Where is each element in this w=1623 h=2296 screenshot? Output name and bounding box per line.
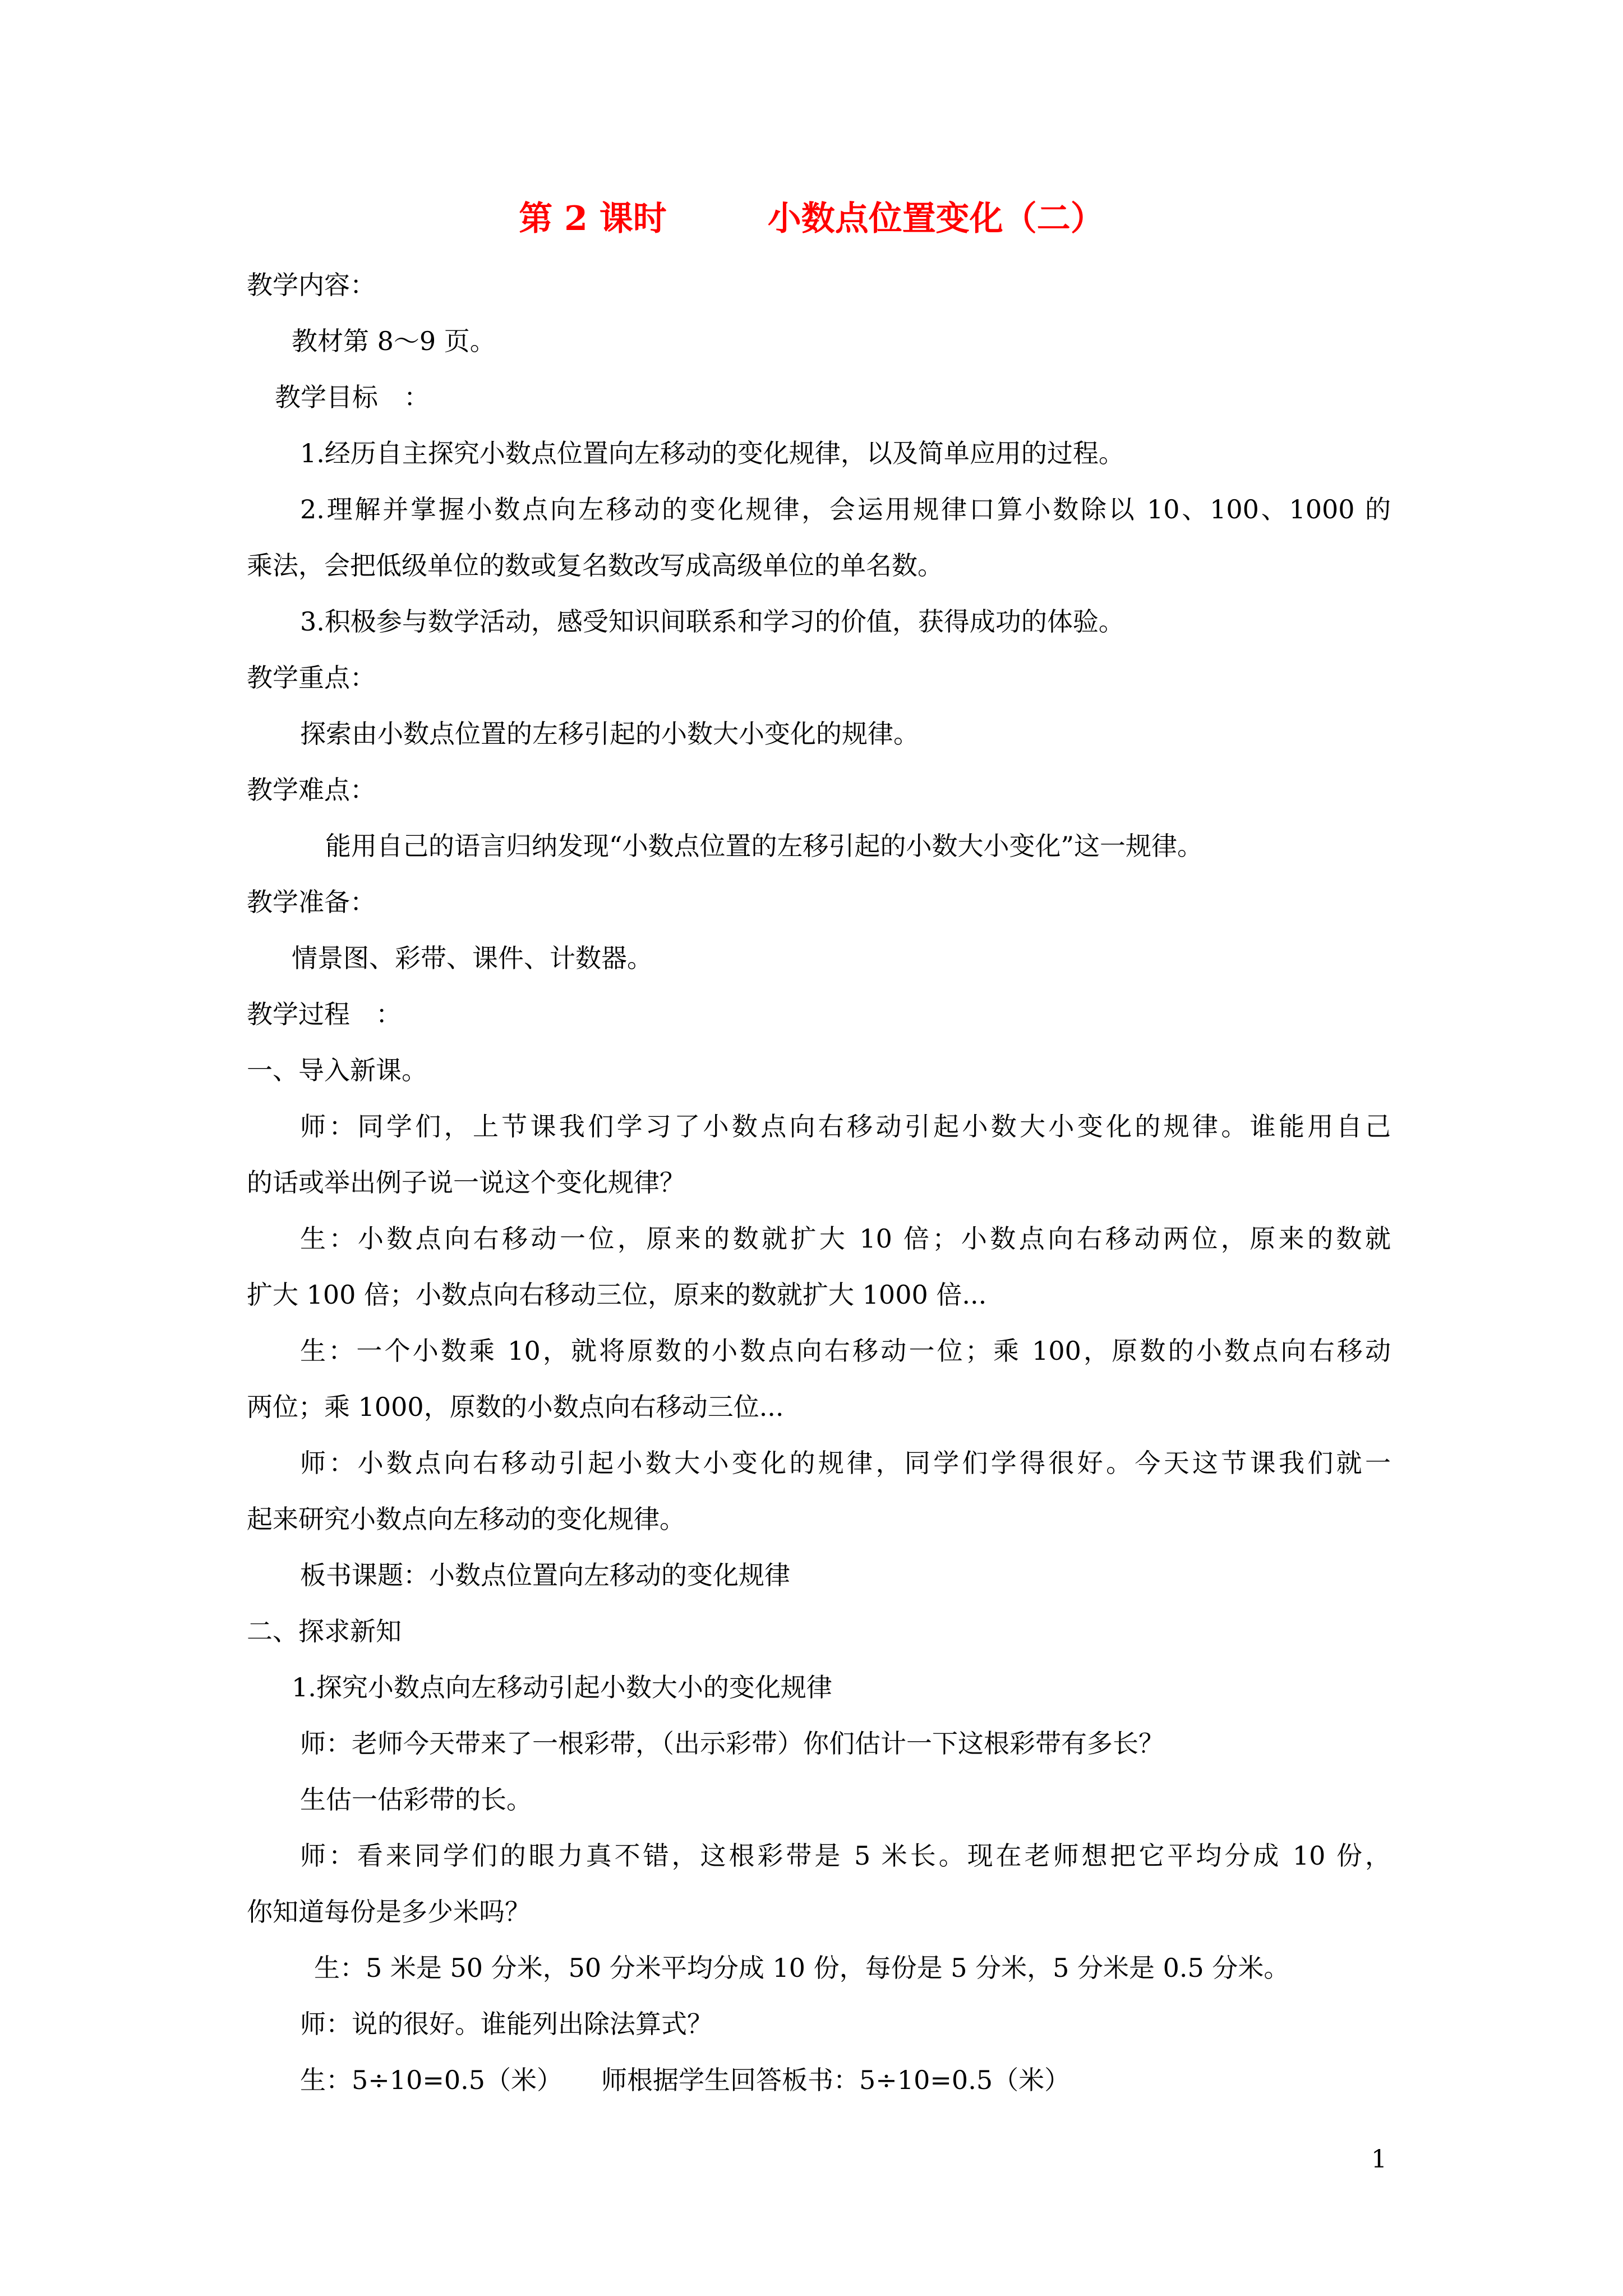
body-line: 生：5÷10=0.5（米） 师根据学生回答板书：5÷10=0.5（米）	[300, 2065, 1071, 2095]
body-line: 两位；乘 1000，原数的小数点向右移动三位...	[247, 1392, 784, 1422]
body-line: 一、导入新课。	[247, 1055, 427, 1085]
title-lesson: 第 2 课时	[519, 199, 667, 238]
body-line: 师：说的很好。谁能列出除法算式？	[300, 2009, 713, 2039]
body-line: 2.理解并掌握小数点向左移动的变化规律，会运用规律口算小数除以 10、100、1000 的	[300, 494, 1391, 524]
document-title	[0, 199, 1623, 238]
body-line: 教学过程 ：	[247, 999, 402, 1029]
body-line: 生：5 米是 50 分米，50 分米平均分成 10 份，每份是 5 分米，5 分米是 0.5 分米。	[314, 1953, 1290, 1983]
body-line: 你知道每份是多少米吗？	[247, 1897, 531, 1927]
body-line: 生：一个小数乘 10，就将原数的小数点向右移动一位；乘 100，原数的小数点向右移动	[300, 1336, 1391, 1366]
body-line: 师：同学们，上节课我们学习了小数点向右移动引起小数大小变化的规律。谁能用自己	[300, 1111, 1391, 1142]
body-line: 师：看来同学们的眼力真不错，这根彩带是 5 米长。现在老师想把它平均分成 10 份，	[300, 1841, 1391, 1871]
body-line: 师：老师今天带来了一根彩带，（出示彩带）你们估计一下这根彩带有多长？	[300, 1728, 1164, 1759]
body-line: 能用自己的语言归纳发现“小数点位置的左移引起的小数大小变化”这一规律。	[325, 831, 1204, 861]
body-line: 扩大 100 倍；小数点向右移动三位，原来的数就扩大 1000 倍...	[247, 1280, 987, 1310]
body-line: 情景图、彩带、课件、计数器。	[292, 943, 653, 973]
page-number: 1	[1371, 2145, 1387, 2174]
body-line: 板书课题：小数点位置向左移动的变化规律	[300, 1560, 790, 1590]
body-line: 1.探究小数点向左移动引起小数大小的变化规律	[292, 1672, 832, 1703]
body-line: 教学内容：	[247, 270, 376, 300]
body-line: 教学难点：	[247, 775, 376, 805]
body-line: 师：小数点向右移动引起小数大小变化的规律，同学们学得很好。今天这节课我们就一	[300, 1448, 1391, 1478]
body-line: 的话或举出例子说一说这个变化规律？	[247, 1167, 685, 1198]
body-line: 生估一估彩带的长。	[300, 1784, 532, 1815]
body-line: 教学目标 ：	[275, 382, 430, 412]
body-line: 生：小数点向右移动一位，原来的数就扩大 10 倍；小数点向右移动两位，原来的数就	[300, 1223, 1391, 1254]
title-topic: 小数点位置变化（二）	[767, 199, 1104, 238]
body-line: 探索由小数点位置的左移引起的小数大小变化的规律。	[300, 719, 919, 749]
body-line: 乘法，会把低级单位的数或复名数改写成高级单位的单名数。	[247, 550, 943, 581]
body-line: 教学重点：	[247, 662, 376, 693]
body-line: 教学准备：	[247, 887, 376, 917]
body-line: 教材第 8～9 页。	[292, 326, 496, 356]
body-line: 1.经历自主探究小数点位置向左移动的变化规律，以及简单应用的过程。	[300, 438, 1124, 468]
body-line: 二、探求新知	[247, 1616, 402, 1646]
body-line: 起来研究小数点向左移动的变化规律。	[247, 1504, 685, 1534]
body-line: 3.积极参与数学活动，感受知识间联系和学习的价值，获得成功的体验。	[300, 606, 1124, 637]
